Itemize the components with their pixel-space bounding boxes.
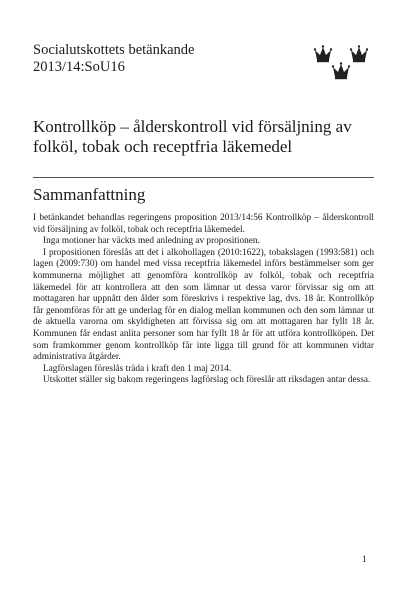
- page-number: 1: [362, 555, 367, 565]
- summary-body: [33, 213, 374, 387]
- paragraph: I betänkandet behandlas regeringens proposition 2013/14:56 Kontrollköp – ålderskontroll vid försäljning av folköl, tobak och receptfria läkemedel.: [33, 213, 374, 235]
- paragraph: Utskottet ställer sig bakom regeringens lagförslag och föreslår att riksdagen antar dessa.: [43, 375, 371, 386]
- document-title: Kontrollköp – ålderskontroll vid försäljning av folköl, tobak och receptfria läkemedel: [33, 117, 352, 156]
- title-divider: [33, 177, 374, 178]
- section-heading: Sammanfattning: [33, 185, 146, 204]
- paragraph: Inga motioner har väckts med anledning av propositionen.: [43, 236, 260, 247]
- paragraph: I propositionen föreslås att det i alkohollagen (2010:1622), tobakslagen (1993:581) och lagen (2009:730) om handel med vissa receptfria läkemedel införs bestämmelser som ger kommunerna möjlighet att genomföra kontrollköp av folköl, tobak och receptfria läkemedel för att kontrollera att den som lämnar ut dessa varor förvissar sig om att mottagaren har uppnått den ålder som föreskrivs i respektive lag, dvs. 18 år. Kontrollköp får genomföras för att ge underlag för en dialog mellan kommunen och den som lämnar ut de aktuella varorna om skyldigheten att förvissa sig om att mottagaren har fyllt 18 år. Kommunen får endast anlita personer som har fyllt 18 år för att utföra kontrollköpen. Det som framkommer genom kontrollköp får inte ligga till grund för att kommunen vidtar administrativa åtgärder.: [33, 247, 374, 363]
- paragraph: Lagförslagen föreslås träda i kraft den 1 maj 2014.: [43, 363, 232, 374]
- committee-name: Socialutskottets betänkande: [33, 42, 195, 58]
- three-crowns-icon: [314, 44, 368, 80]
- report-id: 2013/14:SoU16: [33, 59, 125, 75]
- report-header: [33, 42, 194, 76]
